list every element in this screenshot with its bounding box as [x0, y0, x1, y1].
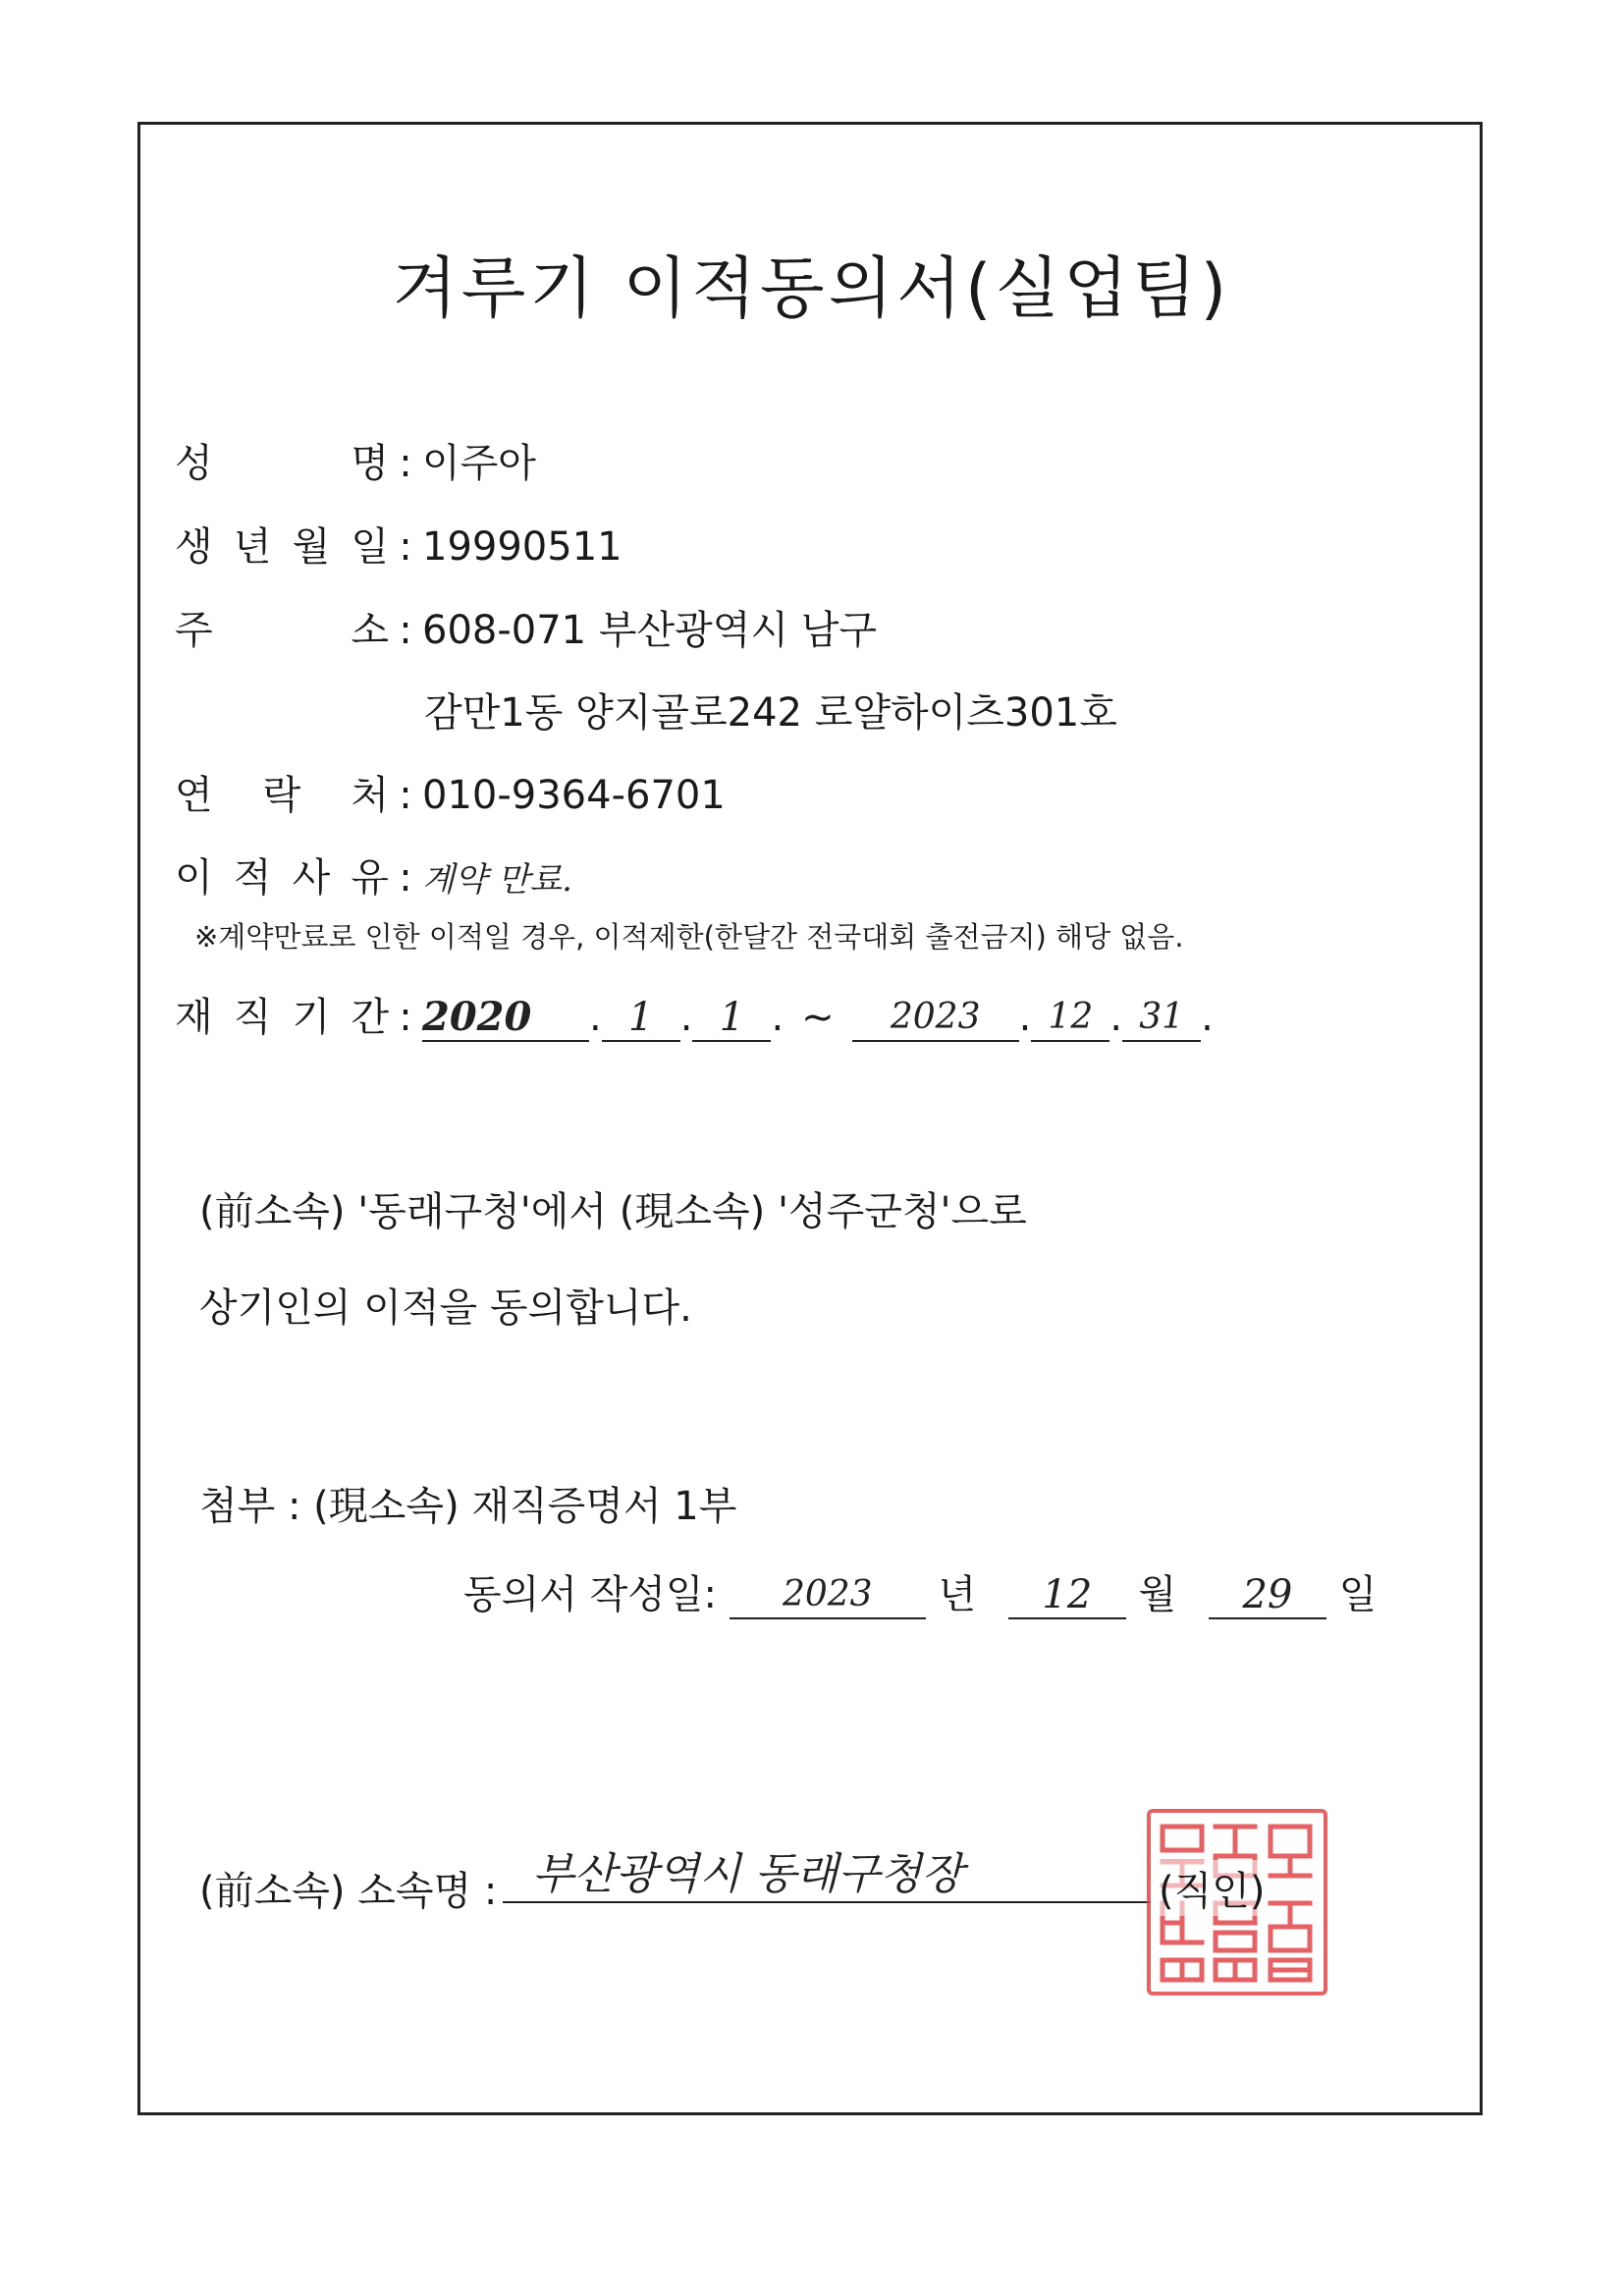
date-line — [463, 1563, 1377, 1619]
address-row: 주 소 : 608-071 부산광역시 남구 — [175, 599, 877, 655]
date-day: 29 — [1209, 1572, 1326, 1619]
birth-label: 생 년 월 일 — [175, 524, 389, 570]
period-start-year: 2020 — [422, 995, 589, 1042]
statement-line1: (前소속) '동래구청'에서 (現소속) '성주군청'으로 — [199, 1189, 1027, 1234]
signature-line — [503, 1838, 1151, 1903]
address-value-line2: 감만1동 양지골로242 로얄하이츠301호 — [424, 690, 1117, 736]
date-month-unit: 월 — [1138, 1572, 1177, 1617]
seal-label: (직인) — [1159, 1860, 1266, 1916]
reason-label: 이 적 사 유 — [175, 855, 389, 901]
period-end-month: 12 — [1031, 995, 1109, 1042]
contact-value: 010-9364-6701 — [422, 773, 726, 818]
period-end-day: 31 — [1122, 995, 1201, 1042]
date-day-unit: 일 — [1338, 1572, 1378, 1617]
signature-label: (前소속) 소속명 : — [199, 1869, 498, 1914]
period-start-day: 1 — [692, 995, 771, 1042]
period-start-month: 1 — [602, 995, 680, 1042]
attachment-line: 첨부 : (現소속) 재직증명서 1부 — [199, 1484, 737, 1529]
name-label: 성 명 — [175, 441, 389, 486]
address-label: 주 소 — [175, 608, 389, 653]
contact-row: 연 락 처 : 010-9364-6701 — [175, 764, 726, 820]
period-label: 재 직 기 간 — [175, 995, 389, 1040]
document-title: 겨루기 이적동의서(실업팀) — [392, 250, 1231, 328]
transfer-note: ※계약만료로 인한 이적일 경우, 이적제한(한달간 전국대회 출전금지) 해당 없음. — [194, 920, 1184, 954]
statement-line2: 상기인의 이적을 동의합니다. — [199, 1285, 692, 1331]
date-label: 동의서 작성일: — [463, 1572, 718, 1617]
reason-value: 계약 만료. — [422, 860, 572, 900]
reason-row: 이 적 사 유 : 계약 만료. — [175, 847, 572, 902]
date-year: 2023 — [730, 1572, 926, 1619]
date-month: 12 — [1008, 1572, 1126, 1619]
period-row: 재 직 기 간 : 2020 . 1 . 1 . ~ 2023 . 12 . 31 . — [175, 986, 1214, 1042]
address-value-line1: 608-071 부산광역시 남구 — [422, 608, 878, 653]
name-row: 성 명 : 이주아 — [175, 432, 536, 488]
date-year-unit: 년 — [938, 1572, 977, 1617]
signature-value: 부산광역시 동래구청장 — [532, 1849, 964, 1899]
contact-label: 연 락 처 — [175, 773, 389, 818]
birth-row: 생 년 월 일 : 19990511 — [175, 516, 622, 572]
name-value: 이주아 — [422, 441, 536, 486]
period-end-year: 2023 — [852, 995, 1019, 1042]
birth-value: 19990511 — [422, 524, 622, 570]
